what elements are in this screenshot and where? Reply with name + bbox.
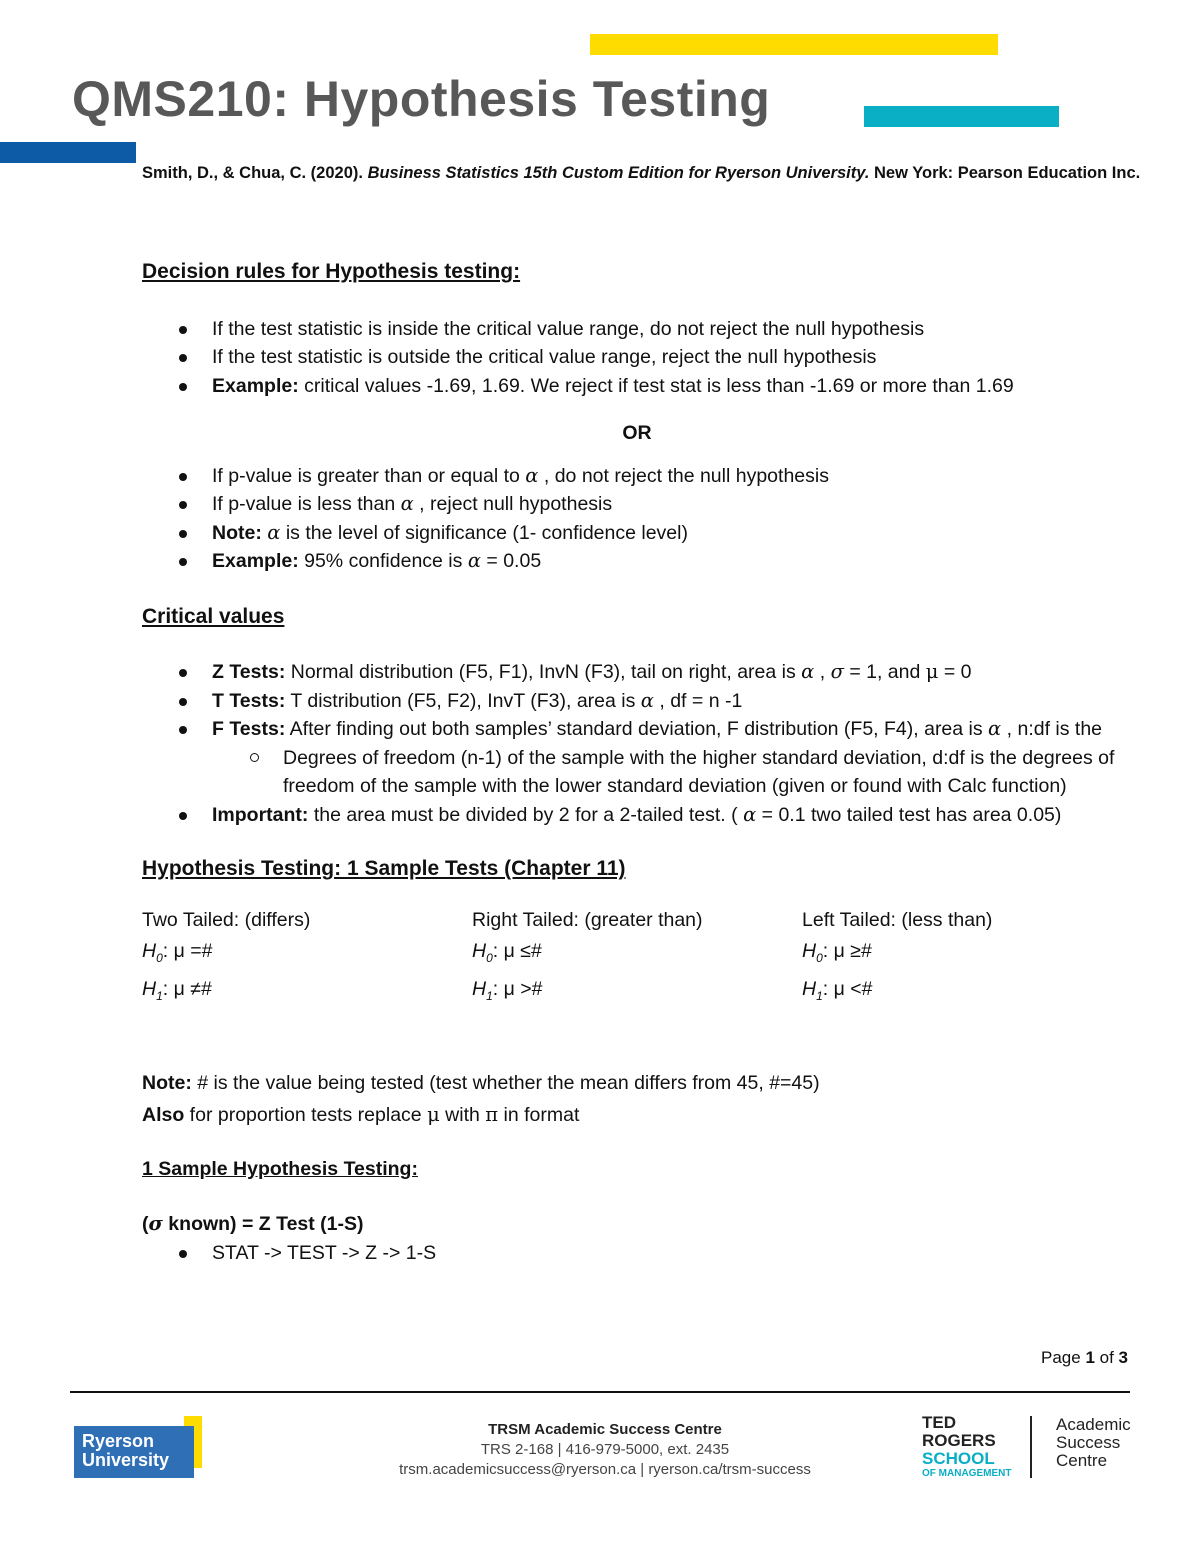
example-label: Example: [212,374,299,397]
list-item: If the test statistic is outside the critical value range, reject the null hypothesis [142,343,1132,372]
sigma-symbol: σ [148,1212,163,1236]
list-item: If p-value is less than α , reject null hypothesis [142,490,1132,519]
list-item: Important: the area must be divided by 2 for a 2-tailed test. ( α = 0.1 two tailed test has area 0.05) [142,801,1132,830]
footer-contact [355,1420,855,1480]
citation [142,160,1200,187]
ryerson-university-logo [74,1416,202,1478]
critical-values-list [142,658,1132,829]
citation-book-title: Business Statistics 15th Custom Edition for Ryerson University. [367,164,870,182]
decision-rules-list-b [142,462,1132,576]
one-sample-testing-heading: 1 Sample Hypothesis Testing: [142,1157,418,1180]
pi-symbol: π [485,1103,499,1127]
list-item: If p-value is greater than or equal to α , do not reject the null hypothesis [142,462,1132,491]
yellow-accent-bar [590,34,998,55]
document-body [142,258,1132,1267]
alpha-symbol: α [267,520,281,544]
logo-divider [1030,1416,1032,1478]
mu-symbol: μ [427,1103,440,1127]
list-item: Note: α is the level of significance (1- confidence level) [142,519,1132,548]
logo-text: Ryerson University [82,1431,170,1470]
note-line: Note: # is the value being tested (test whether the mean differs from 45, #=45) [142,1071,820,1094]
academic-success-centre-logo: Academic Success Centre [1056,1415,1131,1470]
ted-rogers-logo: TED ROGERS SCHOOL OF MANAGEMENT [922,1413,1012,1479]
null-hypothesis: $H_0$: μ =# [142,940,213,965]
one-sample-tests-heading: Hypothesis Testing: 1 Sample Tests (Chapter 11) [142,857,626,880]
list-item: If the test statistic is inside the critical value range, do not reject the null hypothesis [142,315,1132,344]
null-hypothesis: $H_0$: μ ≥# [802,940,872,965]
list-item: Example: 95% confidence is α = 0.05 [142,547,1132,576]
decision-rules-list-a [142,315,1132,401]
or-separator: OR [622,422,652,444]
critical-values-heading: Critical values [142,604,285,628]
calculator-steps-list [142,1239,1132,1268]
alpha-symbol: α [801,660,815,683]
alpha-symbol: α [400,492,414,515]
decision-rules-heading: Decision rules for Hypothesis testing: [142,260,521,283]
alpha-symbol: α [525,463,539,487]
list-item: T Tests: T distribution (F5, F2), InvT (F3), area is α , df = n -1 [142,687,1132,716]
hypothesis-column-two-tailed [142,906,472,1011]
footer-divider [70,1391,1130,1393]
null-hypothesis: $H_0$: μ ≤# [472,940,542,965]
list-item: STAT -> TEST -> Z -> 1-S [142,1239,1132,1268]
alternative-hypothesis: $H_1$: μ ≠# [142,978,212,1004]
alpha-symbol: α [988,717,1002,740]
column-label: Right Tailed: (greater than) [472,908,703,931]
hypothesis-column-left-tailed [802,906,1132,1011]
hypothesis-table [142,906,1132,1011]
also-line: Also for proportion tests replace μ with π in format [142,1103,580,1127]
sigma-symbol: σ [830,660,844,683]
alternative-hypothesis: $H_1$: μ <# [802,978,873,1004]
list-item: Example: critical values -1.69, 1.69. We reject if test stat is less than -1.69 or more than 1.69 [142,372,1132,401]
citation-authors: Smith, D., & Chua, C. (2020). [142,164,363,182]
page-title: QMS210: Hypothesis Testing [72,71,771,127]
mu-symbol: μ [925,660,939,683]
column-label: Left Tailed: (less than) [802,908,993,931]
alpha-symbol: α [743,802,757,826]
alternative-hypothesis: $H_1$: μ ># [472,978,543,1004]
teal-accent-bar [864,106,1059,127]
list-item: Z Tests: Normal distribution (F5, F1), InvN (F3), tail on right, area is α , σ = 1, and μ = 0 [142,658,1132,687]
centre-name: TRSM Academic Success Centre [488,1421,722,1438]
centre-address: TRS 2-168 | 416-979-5000, ext. 2435 [480,1441,730,1458]
alpha-symbol: α [640,688,654,712]
list-item: F Tests: After finding out both samples’ standard deviation, F distribution (F5, F4), area is α , n:df is the Degrees of freedom (n-1) of the sample with the higher standard deviation, d:df is the degrees of freedom of the sample with the lower standard deviation (given or found with Calc function) [142,715,1132,801]
centre-links: trsm.academicsuccess@ryerson.ca | ryerson.ca/trsm-success [399,1461,811,1478]
f-test-sublist [212,744,1132,801]
column-label: Two Tailed: (differs) [142,908,311,931]
sigma-known-line: (σ known) = Z Test (1-S) [142,1212,364,1236]
hypothesis-column-right-tailed [472,906,802,1011]
blue-accent-bar [0,142,136,163]
alpha-symbol: α [467,549,481,572]
citation-publisher: New York: Pearson Education Inc. [874,164,1141,182]
page-number: Page 1 of 3 [1041,1348,1128,1367]
list-item: Degrees of freedom (n-1) of the sample with the higher standard deviation, d:df is the degrees of freedom of the sample with the lower standard deviation (given or found with Calc function) [212,744,1132,801]
